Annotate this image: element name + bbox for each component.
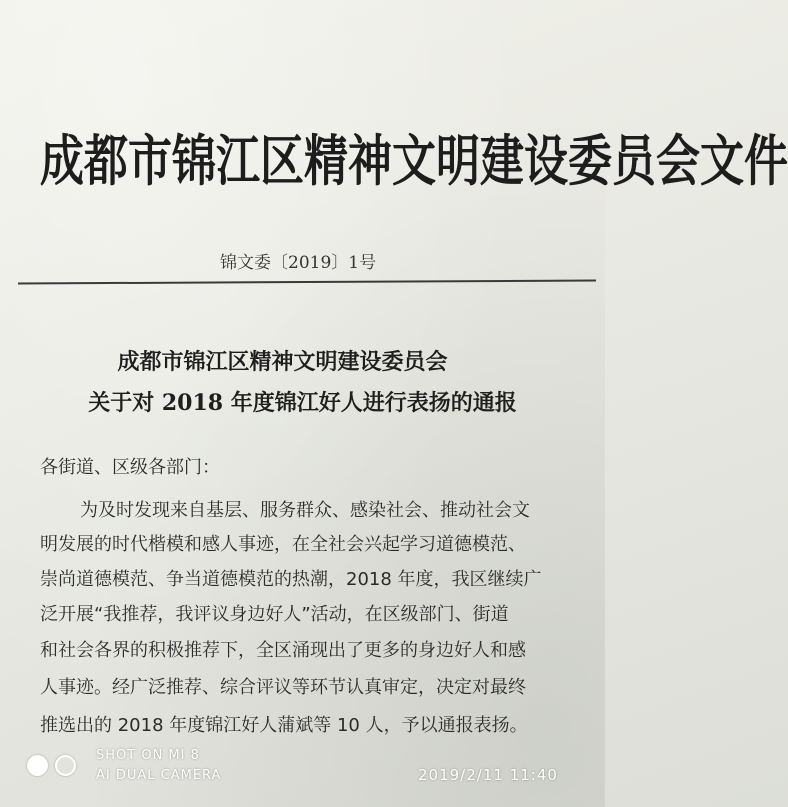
body-line: 崇尚道德模范、争当道德模范的热潮，2018 年度，我区继续广	[40, 569, 542, 590]
body-line: 推选出的 2018 年度锦江好人蒲斌等 10 人，予以通报表扬。	[40, 715, 528, 736]
watermark-line-1: SHOT ON MI 8	[96, 748, 200, 763]
camera-lens-filled-icon	[27, 755, 48, 776]
photo-timestamp: 2019/2/11 11:40	[418, 766, 558, 784]
body-line: 为及时发现来自基层、服务群众、感染社会、推动社会文	[80, 500, 530, 521]
watermark-line-2: AI DUAL CAMERA	[96, 768, 222, 783]
notice-title-line-2: 关于对 2018 年度锦江好人进行表扬的通报	[88, 390, 517, 416]
body-line: 人事迹。经广泛推荐、综合评议等环节认真审定，决定对最终	[40, 677, 526, 698]
body-line: 泛开展“我推荐，我评议身边好人”活动，在区级部门、街道	[40, 604, 509, 625]
document-header-title: 成都市锦江区精神文明建设委员会文件	[40, 129, 788, 194]
document-number: 锦文委〔2019〕1号	[220, 253, 377, 273]
body-line: 和社会各界的积极推荐下，全区涌现出了更多的身边好人和感	[40, 640, 526, 661]
salutation: 各街道、区级各部门：	[40, 457, 220, 478]
notice-title-line-1: 成都市锦江区精神文明建设委员会	[117, 349, 448, 375]
body-line: 明发展的时代楷模和感人事迹，在全社会兴起学习道德模范、	[40, 534, 526, 555]
camera-watermark	[24, 748, 324, 798]
camera-lens-outline-icon	[55, 755, 76, 776]
header-divider	[18, 279, 596, 284]
